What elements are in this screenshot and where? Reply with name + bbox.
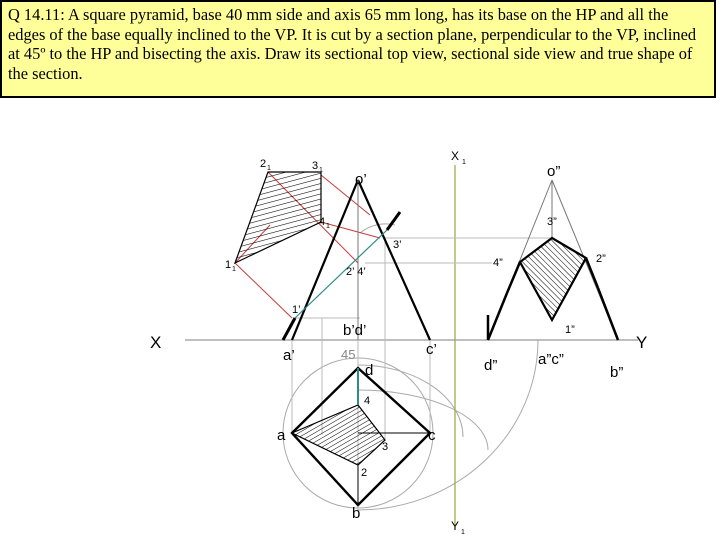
label-ac-dprime: a”c” [538, 351, 564, 368]
label-t3-sub: 1 [319, 167, 323, 174]
label-x: X [150, 333, 162, 352]
label-x1-sub: 1 [462, 159, 466, 166]
label-t2: 2 [260, 158, 267, 170]
label-x1: X [451, 149, 460, 163]
top-section [292, 405, 385, 465]
projector-1 [235, 263, 292, 318]
label-o-prime: o’ [355, 171, 367, 188]
label-3-dprime: 3” [547, 216, 557, 228]
label-c: c [428, 427, 436, 444]
label-t4-sub: 1 [326, 223, 330, 230]
label-b-dprime: b” [610, 364, 624, 381]
label-t1: 1 [225, 259, 232, 271]
label-t3: 3 [312, 160, 319, 172]
label-4-top: 4 [364, 395, 371, 407]
label-d-dprime: d” [484, 357, 498, 374]
side-section [520, 238, 586, 320]
label-4-dprime: 4” [493, 257, 503, 269]
label-y: Y [636, 333, 648, 352]
label-c-prime: c’ [426, 341, 437, 358]
label-a-prime: a’ [283, 347, 295, 364]
label-1-prime: 1’ [292, 304, 301, 316]
label-3-prime: 3’ [393, 239, 402, 251]
label-3-top: 3 [382, 441, 389, 453]
label-b: b [352, 505, 361, 522]
label-t1-sub: 1 [232, 266, 236, 273]
label-2-top: 2 [361, 467, 368, 479]
label-angle: 45 [341, 347, 356, 362]
label-2-dprime: 2” [596, 253, 606, 265]
label-t2-sub: 1 [267, 165, 271, 172]
label-y1: Y [451, 519, 460, 533]
section-plane-upper [387, 212, 400, 230]
top-view [292, 368, 430, 505]
label-1-dprime: 1” [565, 324, 575, 336]
true-shape [235, 172, 321, 263]
section-plane [295, 230, 387, 318]
label-t4: 4 [319, 216, 326, 228]
label-a: a [277, 427, 286, 444]
label-y1-sub: 1 [461, 529, 465, 536]
label-o-dprime: o” [547, 163, 561, 180]
label-d: d [365, 362, 374, 379]
question-text: Q 14.11: A square pyramid, base 40 mm side and axis 65 mm long, has its base on the HP and all the edges of the base equally inclined to the VP. It is cut by a section plane, perpendicular to the VP, inclined at 45º to the HP and bisecting the axis. Draw its sectional top view, sectional side view and true shape of the section. [0, 0, 716, 98]
label-24-prime: 2’ 4’ [346, 266, 366, 278]
label-bd-prime: b’d’ [343, 322, 367, 339]
